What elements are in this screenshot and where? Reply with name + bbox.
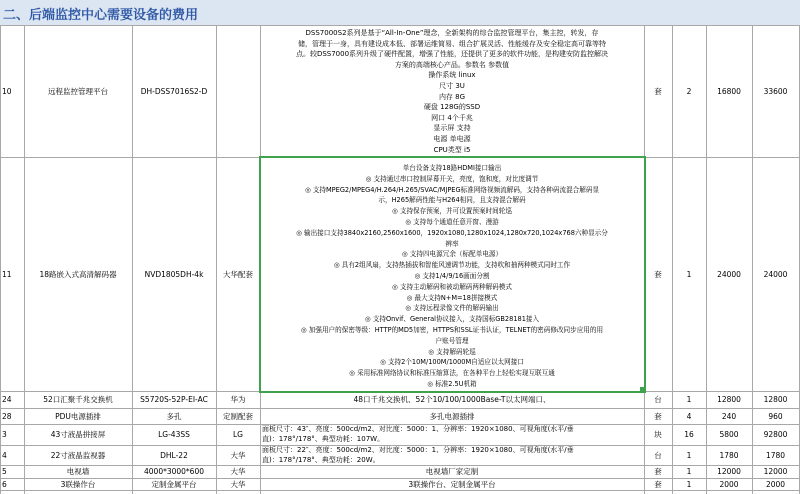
row-number: 4: [2, 450, 7, 460]
description-line: ◎ 支持远程录像文件的解码输出: [405, 304, 499, 313]
item-name: 18路嵌入式高清解码器: [39, 269, 117, 279]
item-total: 960: [768, 411, 783, 421]
description-line: 电源 单电源: [433, 134, 471, 143]
description-line: 硬盘 128G的SSD: [423, 103, 481, 112]
item-unit: 套: [654, 467, 662, 476]
row-number: 24: [2, 395, 12, 404]
item-quantity: 4: [686, 411, 692, 421]
description-line: 面板尺寸：43″、亮度：500cd/m2、对比度：5000：1、分辨率：1920×1080、可视角度(水平/垂: [262, 425, 574, 433]
description-line: ◎ 支持通过串口控制屏幕开关，亮度，饱和度，对比度调节: [365, 174, 539, 183]
item-model: S5720S-52P-EI-AC: [140, 395, 208, 404]
item-total: 2000: [765, 479, 786, 489]
item-unit: 块: [654, 430, 662, 439]
item-model: DH-DSS7016S2-D: [140, 86, 208, 96]
item-quantity: 1: [686, 467, 692, 476]
item-unit-price: 24000: [717, 269, 741, 279]
description-line: ◎ 加强用户的保密等级：HTTP的MD5加密，HTTPS和SSL证书认证，TELNET的密码修改同步应用的用: [300, 325, 604, 334]
item-total: 12800: [763, 395, 788, 404]
description-line: ◎ 支持保存预案，并可设置预案时间轮巡: [392, 207, 512, 216]
item-brand: 华为: [230, 395, 246, 404]
item-unit: 套: [654, 411, 662, 421]
description-line: 单台设备支持18路HDMI接口输出: [402, 164, 502, 172]
item-name: 电视墙: [66, 467, 90, 476]
item-name: 远程监控管理平台: [48, 86, 108, 96]
item-description: 电视墙厂家定制: [425, 467, 479, 476]
item-quantity: 2: [686, 86, 692, 96]
description-line: ◎ 支持Onvif、General协议接入，支持国标GB28181接入: [364, 315, 540, 324]
description-line: ◎ 支持主动解码和被动解码两种解码模式: [392, 282, 512, 291]
item-model: NVD1805DH-4k: [144, 269, 204, 279]
description-line: ◎ 具有2组风扇，支持热插拔和智能风速调节功能，支持吹和抽两种模式同时工作: [333, 261, 571, 270]
selected-cell-outline: [259, 156, 646, 393]
item-total: 33600: [763, 86, 788, 96]
item-brand: 大华: [230, 467, 246, 476]
item-brand: 定制配套: [223, 411, 253, 421]
item-description: [262, 424, 642, 444]
item-unit: 套: [654, 479, 662, 489]
description-line: ◎ 采用标准网络协议和标准压缩算法，在各种平台上轻松实现互联互通: [349, 369, 555, 378]
item-description: 48口千兆交换机、52个10/100/1000Base-T以太网端口、: [353, 395, 551, 404]
description-line: ◎ 支持2个10M/100M/1000M自适应以太网接口: [380, 358, 524, 367]
description-line: ◎ 支持四电源冗余（标配单电源）: [401, 250, 503, 259]
item-unit: 套: [654, 86, 662, 96]
row-number: 11: [2, 269, 12, 279]
item-name: 22寸液晶监视器: [50, 450, 106, 460]
row-number: 10: [2, 86, 12, 96]
description-line: ◎ 支持MPEG2/MPEG4/H.264/H.265/SVAC/MJPEG标准网络视频流解码，支持各种码流混合解码显: [304, 185, 600, 194]
item-name: PDU电源插排: [55, 411, 101, 421]
item-model: 定制金属平台: [151, 479, 197, 489]
description-line: ◎ 标准2.5U机箱: [427, 379, 477, 388]
item-description: [262, 445, 642, 465]
item-name: 43寸液晶拼接屏: [50, 430, 106, 439]
item-name: 52口汇聚千兆交换机: [43, 395, 113, 404]
item-total: 1780: [765, 450, 786, 460]
description-line: 辨率: [445, 239, 459, 248]
item-model: 多孔: [166, 411, 182, 421]
row-number: 3: [2, 430, 7, 439]
item-total: 92800: [763, 430, 788, 439]
description-line: ◎ 支持每个通道任意开窗、漫游: [405, 217, 499, 226]
item-quantity: 1: [686, 450, 692, 460]
description-line: 户账号管理: [435, 336, 469, 345]
description-line: 方案的高端核心产品。参数名 参数值: [394, 60, 510, 69]
description-line: 直)：178°/178°、典型功耗：107W。: [262, 435, 385, 443]
description-line: 储，管理于一身，具有建设成本低、部署运维简易、组合扩展灵活、性能缓存及安全稳定高可靠等特: [298, 39, 606, 48]
item-unit: 台: [654, 450, 662, 460]
row-number: 5: [2, 467, 7, 476]
item-unit-price: 2000: [719, 479, 739, 489]
item-brand: 大华: [230, 450, 246, 460]
item-unit-price: 16800: [717, 86, 741, 96]
item-model: LG-43SS: [158, 430, 190, 439]
description-line: ◎ 支持1/4/9/16画面分割: [414, 271, 490, 280]
description-line: 网口 4个千兆: [431, 113, 473, 122]
description-line: 尺寸 3U: [439, 81, 465, 90]
description-line: DSS7000S2系列是基于“All-In-One”理念，全新架构的综合监控管理平台，集主控，转发，存: [305, 29, 599, 37]
description-line: 面板尺寸：22″、亮度：500cd/m2、对比度：5000：1、分辨率：1920×1080、可视角度(水平/垂: [262, 446, 574, 454]
item-unit-price: 5800: [719, 430, 739, 439]
section-title: 二、后端监控中心需要设备的费用: [3, 8, 199, 23]
description-line: 点。较DSS7000系列升级了硬件配置，增强了性能，还提供了更多的软件功能，是构建安防监控解决: [295, 50, 609, 59]
item-unit: 套: [654, 269, 662, 279]
description-line: 显示屏 支持: [433, 124, 471, 133]
grid-line: [0, 490, 800, 491]
item-model: DHL-22: [160, 450, 188, 460]
description-line: ◎ 输出接口支持3840x2160,2560x1600，1920x1080,1280x1024,1280x720,1024x768六种显示分: [296, 228, 608, 237]
row-number: 28: [2, 411, 12, 421]
item-description: 3联操作台、定制金属平台: [408, 479, 496, 489]
item-model: 4000*3000*600: [144, 467, 204, 476]
item-brand: 大华配套: [223, 269, 253, 279]
row-number: 6: [2, 479, 7, 489]
item-unit-price: 12800: [717, 395, 741, 404]
item-unit-price: 12000: [717, 467, 741, 476]
item-total: 24000: [763, 269, 788, 279]
item-description: [260, 28, 644, 155]
item-unit-price: 1780: [719, 450, 739, 460]
item-quantity: 1: [686, 395, 692, 404]
item-description: 多孔电源插排: [429, 411, 475, 421]
description-line: 操作系统 linux: [428, 71, 476, 80]
item-name: 3联操作台: [60, 479, 96, 489]
item-brand: 大华: [230, 479, 246, 489]
item-unit: 台: [654, 395, 662, 404]
description-line: 直)：178°/178°、典型功耗：20W。: [262, 456, 380, 464]
description-line: CPU类型 i5: [433, 145, 471, 154]
description-line: 内存 8G: [438, 92, 466, 101]
item-brand: [216, 26, 260, 157]
item-total: 12000: [763, 467, 788, 476]
item-quantity: 1: [686, 269, 692, 279]
item-quantity: 16: [684, 430, 694, 439]
item-quantity: 1: [686, 479, 692, 489]
item-unit-price: 240: [721, 411, 737, 421]
description-line: ◎ 最大支持N+M=18拼接模式: [406, 293, 498, 302]
description-line: 示，H265解码性能与H264相同，且支持混合解码: [378, 196, 526, 205]
item-brand: LG: [233, 430, 243, 439]
description-line: ◎ 支持解码轮巡: [428, 347, 476, 356]
